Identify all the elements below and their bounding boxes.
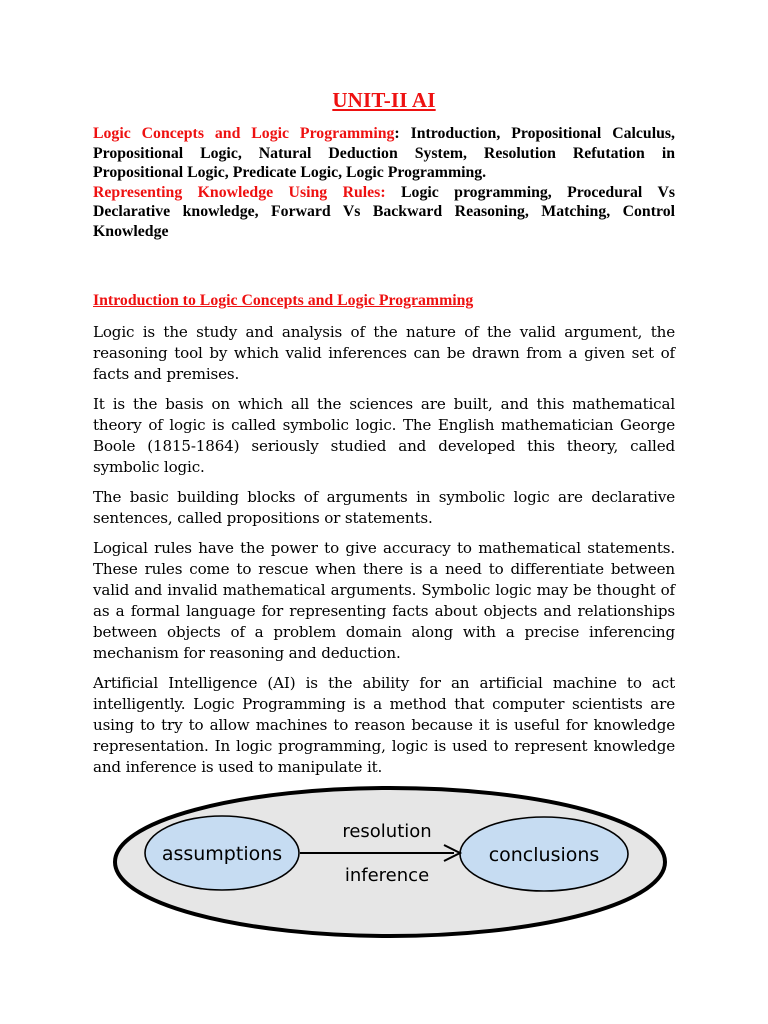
conclusions-label: conclusions <box>488 844 600 866</box>
paragraph: The basic building blocks of arguments in symbolic logic are declarative sentences, called propositions or statements. <box>93 488 675 527</box>
syllabus-logic-topics: Introduction, Propositional Calculus, Propositional Logic, Natural Deduction System, Resolution Refutation in Propositional Logic, Predicate Logic, Logic Programming. <box>93 125 675 182</box>
resolution-label: resolution <box>342 821 432 842</box>
body-text <box>93 322 675 787</box>
syllabus-logic-heading: Logic Concepts and Logic Programming <box>93 125 395 142</box>
assumptions-label: assumptions <box>161 843 283 865</box>
inference-label: inference <box>344 865 430 886</box>
syllabus-logic-paragraph <box>93 124 675 183</box>
section-heading: Introduction to Logic Concepts and Logic Programming <box>93 292 474 309</box>
syllabus-rules-topics: Logic programming, Procedural Vs Declarative knowledge, Forward Vs Backward Reasoning, Matching, Control Knowledge <box>93 183 675 240</box>
paragraph: Logic is the study and analysis of the nature of the valid argument, the reasoning tool by which valid inferences can be drawn from a given set of facts and premises. <box>93 323 675 383</box>
paragraph: Logical rules have the power to give accuracy to mathematical statements. These rules come to rescue when there is a need to differentiate between valid and invalid mathematical arguments. Symbolic logic may be thought of as a formal language for representing facts about objects and relationships between objects of a problem domain along with a precise inferencing mechanism for reasoning and deduction. <box>93 539 675 662</box>
syllabus-rules-heading: Representing Knowledge Using Rules: <box>93 183 386 201</box>
paragraph: It is the basis on which all the sciences are built, and this mathematical theory of logic is called symbolic logic. The English mathematician George Boole (1815-1864) seriously studied and developed this theory, called symbolic logic. <box>93 395 675 476</box>
paragraph: Artificial Intelligence (AI) is the ability for an artificial machine to act intelligently. Logic Programming is a method that computer scientists are using to try to allow machines to reason because it is useful for knowledge representation. In logic programming, logic is used to represent knowledge and inference is used to manipulate it. <box>93 674 675 776</box>
syllabus-summary <box>93 124 675 242</box>
syllabus-rules-paragraph <box>93 183 675 242</box>
page-title: UNIT-II AI <box>332 88 436 112</box>
syllabus-logic-colon: : <box>394 125 400 142</box>
logic-programming-diagram <box>110 782 670 942</box>
